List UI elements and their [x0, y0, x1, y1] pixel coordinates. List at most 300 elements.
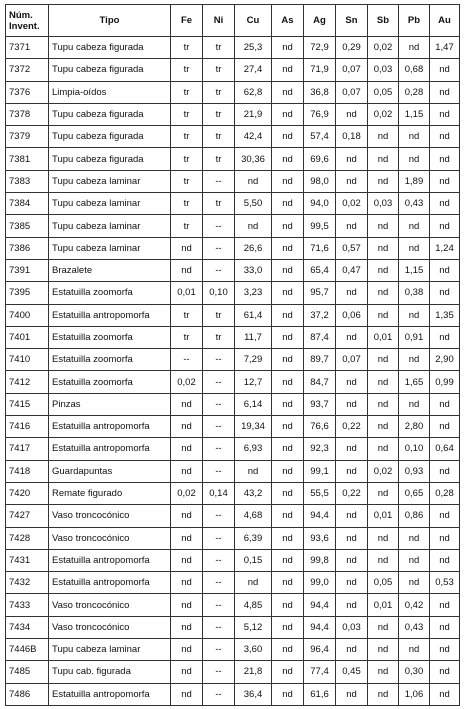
cell-au: nd — [430, 126, 460, 148]
cell-pb: 0,38 — [399, 282, 430, 304]
table-row — [6, 594, 460, 616]
cell-au: nd — [430, 683, 460, 705]
cell-pb: 0,43 — [399, 616, 430, 638]
cell-cu: 62,8 — [235, 81, 272, 103]
table-row — [6, 103, 460, 125]
cell-inv: 7486 — [6, 683, 49, 705]
cell-pb: nd — [399, 572, 430, 594]
cell-inv: 7372 — [6, 59, 49, 81]
cell-as: nd — [272, 326, 304, 348]
cell-fe: nd — [171, 438, 203, 460]
cell-as: nd — [272, 505, 304, 527]
table-row — [6, 59, 460, 81]
cell-cu: 6,93 — [235, 438, 272, 460]
cell-as: nd — [272, 170, 304, 192]
cell-sn: nd — [336, 572, 368, 594]
cell-ag: 89,7 — [304, 349, 336, 371]
cell-au: nd — [430, 505, 460, 527]
cell-fe: tr — [171, 126, 203, 148]
cell-ni: -- — [203, 460, 235, 482]
cell-as: nd — [272, 616, 304, 638]
cell-as: nd — [272, 371, 304, 393]
cell-inv: 7446B — [6, 639, 49, 661]
cell-tipo: Tupu cab. figurada — [49, 661, 171, 683]
cell-ni: -- — [203, 505, 235, 527]
cell-fe: nd — [171, 416, 203, 438]
cell-sb: nd — [368, 148, 399, 170]
cell-tipo: Tupu cabeza laminar — [49, 639, 171, 661]
cell-cu: 6,14 — [235, 393, 272, 415]
cell-tipo: Brazalete — [49, 259, 171, 281]
table-row — [6, 371, 460, 393]
header-inventory-number — [6, 5, 49, 37]
cell-cu: 0,15 — [235, 549, 272, 571]
cell-pb: 0,10 — [399, 438, 430, 460]
cell-cu: 42,4 — [235, 126, 272, 148]
cell-tipo: Vaso troncocónico — [49, 616, 171, 638]
cell-pb: 1,15 — [399, 259, 430, 281]
cell-ni: tr — [203, 304, 235, 326]
header-ni: Ni — [203, 5, 235, 37]
cell-ag: 55,5 — [304, 482, 336, 504]
cell-ag: 94,4 — [304, 616, 336, 638]
cell-pb: 0,68 — [399, 59, 430, 81]
cell-tipo: Estatuilla zoomorfa — [49, 371, 171, 393]
cell-sb: nd — [368, 371, 399, 393]
cell-pb: nd — [399, 549, 430, 571]
cell-ag: 94,4 — [304, 594, 336, 616]
cell-as: nd — [272, 438, 304, 460]
cell-sb: nd — [368, 282, 399, 304]
cell-cu: 5,12 — [235, 616, 272, 638]
cell-cu: 43,2 — [235, 482, 272, 504]
cell-sn: 0,07 — [336, 81, 368, 103]
cell-cu: 61,4 — [235, 304, 272, 326]
cell-pb: 0,86 — [399, 505, 430, 527]
cell-sb: nd — [368, 126, 399, 148]
cell-sn: nd — [336, 170, 368, 192]
cell-sb: 0,03 — [368, 193, 399, 215]
cell-sn: nd — [336, 326, 368, 348]
cell-au: nd — [430, 460, 460, 482]
table-body — [6, 37, 460, 706]
cell-sn: nd — [336, 594, 368, 616]
cell-fe: nd — [171, 527, 203, 549]
cell-fe: nd — [171, 460, 203, 482]
cell-fe: tr — [171, 103, 203, 125]
cell-ag: 93,6 — [304, 527, 336, 549]
cell-ni: -- — [203, 237, 235, 259]
header-ag: Ag — [304, 5, 336, 37]
cell-au: 0,64 — [430, 438, 460, 460]
cell-pb: nd — [399, 126, 430, 148]
table-header — [6, 5, 460, 37]
cell-sn: 0,22 — [336, 482, 368, 504]
cell-ni: -- — [203, 349, 235, 371]
cell-fe: nd — [171, 661, 203, 683]
cell-pb: nd — [399, 37, 430, 59]
cell-au: nd — [430, 193, 460, 215]
cell-fe: tr — [171, 304, 203, 326]
cell-tipo: Estatuilla zoomorfa — [49, 282, 171, 304]
cell-inv: 7412 — [6, 371, 49, 393]
cell-cu: 4,85 — [235, 594, 272, 616]
cell-sn: nd — [336, 505, 368, 527]
cell-tipo: Limpia-oídos — [49, 81, 171, 103]
cell-au: 1,35 — [430, 304, 460, 326]
cell-tipo: Pinzas — [49, 393, 171, 415]
cell-pb: 0,42 — [399, 594, 430, 616]
cell-sb: nd — [368, 639, 399, 661]
cell-ni: -- — [203, 438, 235, 460]
header-au: Au — [430, 5, 460, 37]
cell-cu: 21,8 — [235, 661, 272, 683]
cell-as: nd — [272, 683, 304, 705]
cell-au: nd — [430, 616, 460, 638]
table-row — [6, 304, 460, 326]
cell-ag: 99,0 — [304, 572, 336, 594]
cell-au: nd — [430, 393, 460, 415]
cell-sb: nd — [368, 482, 399, 504]
cell-sn: nd — [336, 103, 368, 125]
cell-sb: nd — [368, 527, 399, 549]
cell-au: nd — [430, 259, 460, 281]
cell-sn: nd — [336, 460, 368, 482]
cell-pb: nd — [399, 527, 430, 549]
cell-pb: 1,65 — [399, 371, 430, 393]
cell-sn: 0,02 — [336, 193, 368, 215]
table-row — [6, 37, 460, 59]
cell-inv: 7418 — [6, 460, 49, 482]
cell-ag: 98,0 — [304, 170, 336, 192]
cell-tipo: Tupu cabeza figurada — [49, 148, 171, 170]
cell-cu: 36,4 — [235, 683, 272, 705]
cell-as: nd — [272, 527, 304, 549]
cell-fe: 0,02 — [171, 482, 203, 504]
cell-cu: nd — [235, 170, 272, 192]
cell-as: nd — [272, 215, 304, 237]
table-row — [6, 215, 460, 237]
cell-pb: nd — [399, 215, 430, 237]
cell-pb: 0,91 — [399, 326, 430, 348]
cell-tipo: Guardapuntas — [49, 460, 171, 482]
cell-ni: -- — [203, 661, 235, 683]
cell-as: nd — [272, 416, 304, 438]
cell-fe: nd — [171, 572, 203, 594]
cell-tipo: Estatuilla antropomorfa — [49, 572, 171, 594]
cell-cu: 26,6 — [235, 237, 272, 259]
cell-tipo: Estatuilla antropomorfa — [49, 416, 171, 438]
cell-sb: 0,05 — [368, 81, 399, 103]
cell-as: nd — [272, 639, 304, 661]
cell-tipo: Estatuilla antropomorfa — [49, 683, 171, 705]
cell-pb: nd — [399, 237, 430, 259]
cell-ni: -- — [203, 683, 235, 705]
cell-fe: tr — [171, 326, 203, 348]
header-inventory-line2: Invent. — [9, 20, 40, 32]
cell-as: nd — [272, 59, 304, 81]
cell-inv: 7381 — [6, 148, 49, 170]
cell-pb: 0,43 — [399, 193, 430, 215]
cell-ni: -- — [203, 371, 235, 393]
cell-fe: nd — [171, 683, 203, 705]
cell-inv: 7428 — [6, 527, 49, 549]
cell-ni: -- — [203, 639, 235, 661]
cell-pb: 0,30 — [399, 661, 430, 683]
cell-au: nd — [430, 215, 460, 237]
cell-as: nd — [272, 81, 304, 103]
header-fe: Fe — [171, 5, 203, 37]
cell-inv: 7431 — [6, 549, 49, 571]
cell-cu: 3,60 — [235, 639, 272, 661]
header-inventory-line1: Núm. — [9, 9, 33, 21]
cell-ag: 96,4 — [304, 639, 336, 661]
cell-pb: nd — [399, 393, 430, 415]
cell-tipo: Tupu cabeza laminar — [49, 170, 171, 192]
cell-fe: tr — [171, 215, 203, 237]
cell-ag: 36,8 — [304, 81, 336, 103]
cell-as: nd — [272, 661, 304, 683]
cell-cu: 25,3 — [235, 37, 272, 59]
cell-fe: nd — [171, 639, 203, 661]
cell-as: nd — [272, 549, 304, 571]
cell-fe: nd — [171, 259, 203, 281]
cell-ag: 99,1 — [304, 460, 336, 482]
cell-tipo: Vaso troncocónico — [49, 505, 171, 527]
cell-tipo: Tupu cabeza figurada — [49, 126, 171, 148]
cell-sn: 0,47 — [336, 259, 368, 281]
table-row — [6, 527, 460, 549]
header-pb: Pb — [399, 5, 430, 37]
table-row — [6, 326, 460, 348]
table-row — [6, 460, 460, 482]
table-row — [6, 193, 460, 215]
cell-sn: nd — [336, 438, 368, 460]
table-row — [6, 349, 460, 371]
cell-pb: nd — [399, 148, 430, 170]
cell-ni: 0,10 — [203, 282, 235, 304]
cell-inv: 7378 — [6, 103, 49, 125]
cell-sn: nd — [336, 683, 368, 705]
cell-sb: nd — [368, 683, 399, 705]
cell-inv: 7386 — [6, 237, 49, 259]
cell-sn: nd — [336, 282, 368, 304]
cell-sb: 0,03 — [368, 59, 399, 81]
cell-sb: 0,02 — [368, 460, 399, 482]
cell-sb: nd — [368, 215, 399, 237]
cell-ag: 37,2 — [304, 304, 336, 326]
cell-sn: 0,57 — [336, 237, 368, 259]
cell-ni: 0,14 — [203, 482, 235, 504]
cell-as: nd — [272, 237, 304, 259]
cell-ag: 84,7 — [304, 371, 336, 393]
cell-sb: nd — [368, 438, 399, 460]
table-row — [6, 259, 460, 281]
cell-au: nd — [430, 661, 460, 683]
cell-pb: 1,06 — [399, 683, 430, 705]
cell-as: nd — [272, 126, 304, 148]
cell-sb: 0,02 — [368, 103, 399, 125]
table-row — [6, 170, 460, 192]
table-row — [6, 126, 460, 148]
cell-as: nd — [272, 304, 304, 326]
cell-au: nd — [430, 103, 460, 125]
cell-as: nd — [272, 482, 304, 504]
cell-as: nd — [272, 460, 304, 482]
cell-ag: 94,0 — [304, 193, 336, 215]
cell-cu: 12,7 — [235, 371, 272, 393]
cell-ni: tr — [203, 193, 235, 215]
cell-au: nd — [430, 59, 460, 81]
table-row — [6, 482, 460, 504]
table-row — [6, 81, 460, 103]
cell-fe: nd — [171, 393, 203, 415]
cell-tipo: Estatuilla antropomorfa — [49, 304, 171, 326]
composition-table — [5, 4, 460, 706]
cell-tipo: Tupu cabeza laminar — [49, 215, 171, 237]
cell-inv: 7376 — [6, 81, 49, 103]
cell-ag: 99,5 — [304, 215, 336, 237]
cell-ag: 76,6 — [304, 416, 336, 438]
cell-au: 0,99 — [430, 371, 460, 393]
cell-tipo: Tupu cabeza laminar — [49, 193, 171, 215]
cell-pb: 2,80 — [399, 416, 430, 438]
cell-ni: -- — [203, 572, 235, 594]
cell-as: nd — [272, 37, 304, 59]
cell-ni: -- — [203, 527, 235, 549]
cell-sb: 0,01 — [368, 594, 399, 616]
cell-sn: nd — [336, 371, 368, 393]
cell-as: nd — [272, 349, 304, 371]
cell-fe: nd — [171, 505, 203, 527]
cell-ni: -- — [203, 259, 235, 281]
cell-sb: 0,05 — [368, 572, 399, 594]
cell-inv: 7401 — [6, 326, 49, 348]
cell-ag: 71,9 — [304, 59, 336, 81]
cell-ag: 65,4 — [304, 259, 336, 281]
cell-fe: tr — [171, 81, 203, 103]
cell-tipo: Vaso troncocónico — [49, 594, 171, 616]
cell-sn: nd — [336, 549, 368, 571]
cell-tipo: Estatuilla zoomorfa — [49, 349, 171, 371]
cell-au: nd — [430, 282, 460, 304]
cell-as: nd — [272, 148, 304, 170]
cell-pb: nd — [399, 639, 430, 661]
cell-ag: 72,9 — [304, 37, 336, 59]
cell-ag: 69,6 — [304, 148, 336, 170]
cell-pb: 1,89 — [399, 170, 430, 192]
cell-sb: nd — [368, 237, 399, 259]
cell-fe: nd — [171, 594, 203, 616]
cell-inv: 7416 — [6, 416, 49, 438]
cell-ni: tr — [203, 126, 235, 148]
header-tipo: Tipo — [49, 5, 171, 37]
table-row — [6, 661, 460, 683]
cell-ni: tr — [203, 103, 235, 125]
cell-au: 2,90 — [430, 349, 460, 371]
cell-ni: -- — [203, 616, 235, 638]
cell-sn: 0,06 — [336, 304, 368, 326]
cell-ag: 93,7 — [304, 393, 336, 415]
header-as: As — [272, 5, 304, 37]
cell-ag: 87,4 — [304, 326, 336, 348]
table-row — [6, 549, 460, 571]
table-row — [6, 616, 460, 638]
cell-au: 1,24 — [430, 237, 460, 259]
cell-fe: tr — [171, 170, 203, 192]
cell-au: nd — [430, 148, 460, 170]
cell-tipo: Tupu cabeza figurada — [49, 37, 171, 59]
table-row — [6, 505, 460, 527]
cell-pb: 0,65 — [399, 482, 430, 504]
cell-sb: 0,01 — [368, 505, 399, 527]
cell-ag: 76,9 — [304, 103, 336, 125]
cell-sn: 0,29 — [336, 37, 368, 59]
cell-cu: 4,68 — [235, 505, 272, 527]
cell-sn: 0,45 — [336, 661, 368, 683]
table-row — [6, 683, 460, 705]
table-row — [6, 148, 460, 170]
cell-fe: 0,02 — [171, 371, 203, 393]
cell-fe: tr — [171, 148, 203, 170]
cell-au: nd — [430, 81, 460, 103]
cell-au: nd — [430, 416, 460, 438]
cell-inv: 7400 — [6, 304, 49, 326]
cell-ni: -- — [203, 170, 235, 192]
cell-fe: nd — [171, 616, 203, 638]
cell-cu: 7,29 — [235, 349, 272, 371]
cell-au: nd — [430, 527, 460, 549]
cell-au: 0,53 — [430, 572, 460, 594]
header-cu: Cu — [235, 5, 272, 37]
cell-ni: -- — [203, 416, 235, 438]
cell-sn: 0,18 — [336, 126, 368, 148]
cell-fe: tr — [171, 59, 203, 81]
cell-ni: -- — [203, 549, 235, 571]
cell-fe: tr — [171, 37, 203, 59]
cell-inv: 7379 — [6, 126, 49, 148]
cell-ag: 57,4 — [304, 126, 336, 148]
table-row — [6, 416, 460, 438]
cell-tipo: Tupu cabeza laminar — [49, 237, 171, 259]
cell-au: nd — [430, 549, 460, 571]
cell-ag: 92,3 — [304, 438, 336, 460]
cell-pb: nd — [399, 304, 430, 326]
cell-sb: nd — [368, 170, 399, 192]
cell-sn: 0,07 — [336, 59, 368, 81]
cell-tipo: Tupu cabeza figurada — [49, 59, 171, 81]
cell-as: nd — [272, 393, 304, 415]
header-sb: Sb — [368, 5, 399, 37]
cell-sn: nd — [336, 639, 368, 661]
cell-sn: 0,07 — [336, 349, 368, 371]
cell-pb: nd — [399, 349, 430, 371]
cell-pb: 1,15 — [399, 103, 430, 125]
cell-cu: 6,39 — [235, 527, 272, 549]
cell-inv: 7395 — [6, 282, 49, 304]
cell-cu: 5,50 — [235, 193, 272, 215]
cell-tipo: Estatuilla zoomorfa — [49, 326, 171, 348]
cell-au: nd — [430, 326, 460, 348]
cell-inv: 7433 — [6, 594, 49, 616]
cell-as: nd — [272, 193, 304, 215]
cell-cu: 3,23 — [235, 282, 272, 304]
cell-ag: 99,8 — [304, 549, 336, 571]
cell-cu: 33,0 — [235, 259, 272, 281]
cell-sn: 0,22 — [336, 416, 368, 438]
cell-tipo: Vaso troncocónico — [49, 527, 171, 549]
cell-fe: nd — [171, 549, 203, 571]
